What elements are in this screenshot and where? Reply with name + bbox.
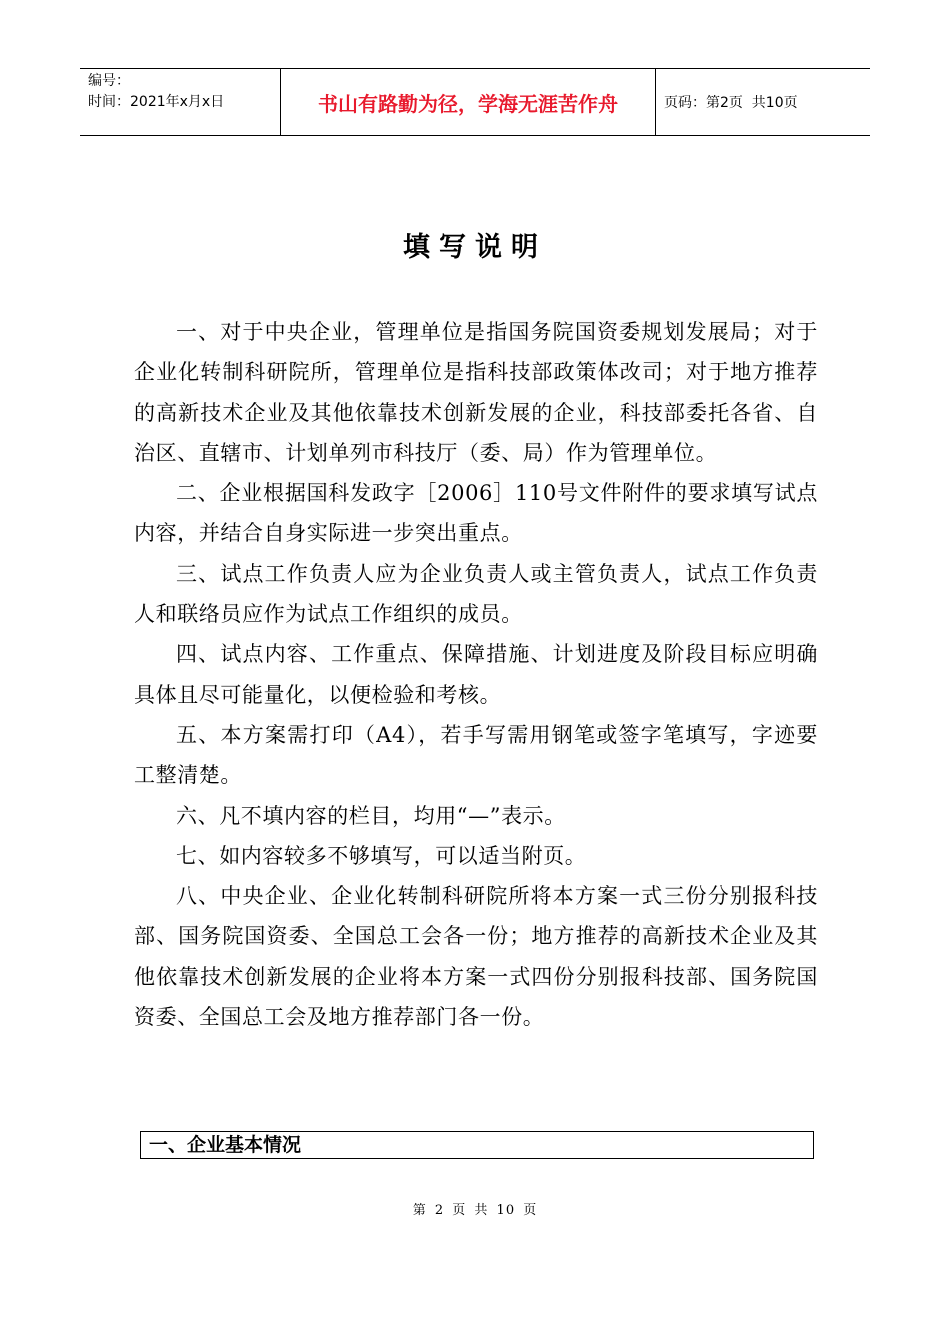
instruction-item: 六、凡不填内容的栏目，均用“—”表示。 xyxy=(176,803,566,828)
instruction-item: 二、企业根据国科发政字［2006］110号文件附件的要求填写试点内容，并结合自身实际进一步突出重点。 xyxy=(134,481,818,546)
instruction-item: 三、试点工作负责人应为企业负责人或主管负责人，试点工作负责人和联络员应作为试点工作组织的成员。 xyxy=(134,561,818,627)
page-label: 页码：第2页 共10页 xyxy=(664,95,798,111)
instruction-item: 四、试点内容、工作重点、保障措施、计划进度及阶段目标应明确具体且尽可能量化，以便检验和考核。 xyxy=(134,642,818,707)
time-label: 时间：2021年x月x日 xyxy=(88,94,225,110)
header-motto: 书山有路勤为径，学海无涯苦作舟 xyxy=(280,69,656,135)
instructions-body xyxy=(134,312,818,1037)
document-title: 填写说明 xyxy=(403,232,547,263)
instruction-item: 一、对于中央企业，管理单位是指国务院国资委规划发展局；对于企业化转制科研院所，管理单位是指科技部政策体改司；对于地方推荐的高新技术企业及其他依靠技术创新发展的企业，科技部委托各省、自治区、直辖市、计划单列市科技厅（委、局）作为管理单位。 xyxy=(134,320,818,465)
page-footer: 第 2 页 共 10 页 xyxy=(412,1203,538,1218)
number-label: 编号： xyxy=(88,73,130,89)
instruction-item: 五、本方案需打印（A4），若手写需用钢笔或签字笔填写，字迹要工整清楚。 xyxy=(134,722,818,788)
instruction-item: 八、中央企业、企业化转制科研院所将本方案一式三份分别报科技部、国务院国资委、全国总工会各一份；地方推荐的高新技术企业及其他依靠技术创新发展的企业将本方案一式四份分别报科技部、国务院国资委、全国总工会及地方推荐部门各一份。 xyxy=(134,884,818,1030)
header-page-info xyxy=(656,69,870,135)
header-meta xyxy=(80,69,280,135)
page-header xyxy=(80,68,870,136)
section-heading-basic-info: 一、企业基本情况 xyxy=(140,1131,814,1159)
instruction-item: 七、如内容较多不够填写，可以适当附页。 xyxy=(176,843,587,868)
